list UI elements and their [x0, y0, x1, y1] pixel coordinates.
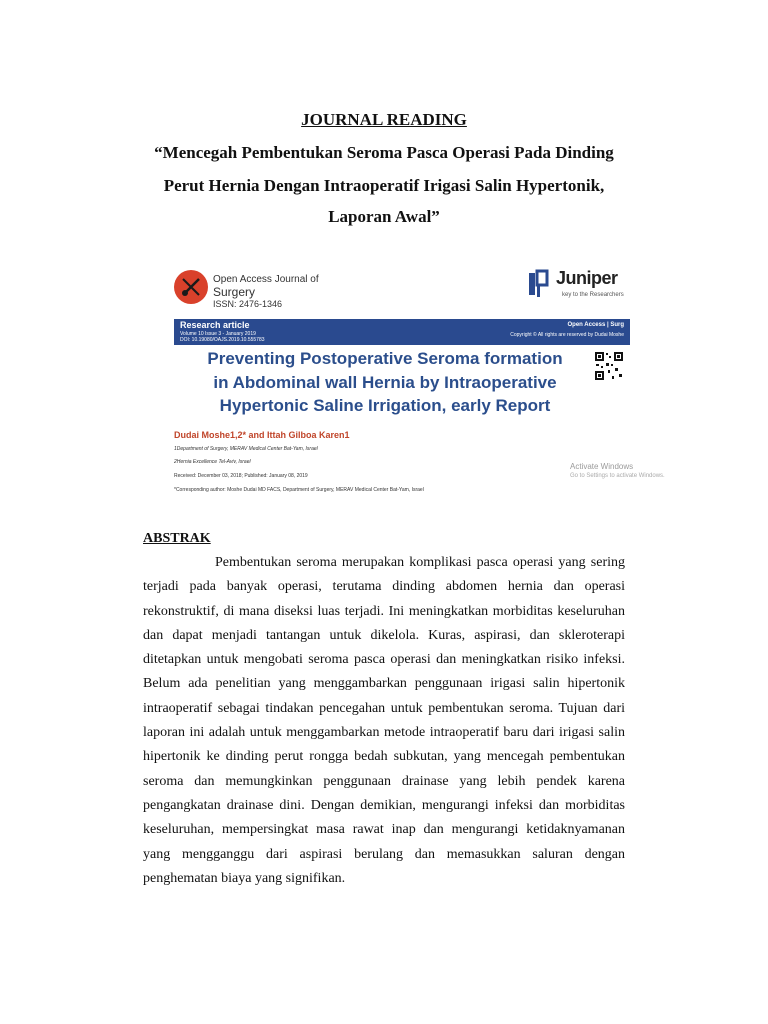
- doi-info: DOI: 10.19080/OAJS.2019.10.555783: [180, 337, 265, 343]
- qr-code-icon: [594, 351, 624, 381]
- journal-logo-icon: [174, 270, 208, 304]
- juniper-logo-icon: [527, 269, 555, 299]
- journal-name-line-1: Open Access Journal of: [213, 274, 319, 285]
- activate-windows-hint: Go to Settings to activate Windows.: [570, 473, 665, 479]
- affiliation-2: 2Hernia Excellence Tel-Aviv, Israel: [174, 459, 251, 465]
- publisher-tagline: key to the Researchers: [562, 292, 624, 298]
- article-title-line-2: in Abdominal wall Hernia by Intraoperative: [213, 373, 557, 392]
- abstract-heading: ABSTRAK: [143, 531, 211, 546]
- activate-windows-watermark: Activate Windows: [570, 462, 634, 471]
- subtitle-line-3: Laporan Awal”: [328, 207, 440, 226]
- article-title-line-3: Hypertonic Saline Irrigation, early Report: [219, 396, 551, 415]
- article-authors: Dudai Moshe1,2* and Ittah Gilboa Karen1: [174, 430, 350, 440]
- article-type: Research article: [180, 320, 250, 330]
- article-info-band: [174, 319, 630, 345]
- volume-info: Volume 10 Issue 3 - January 2019: [180, 331, 256, 337]
- journal-issn: ISSN: 2476-1346: [213, 299, 283, 309]
- journal-header-image: [170, 234, 665, 496]
- open-access-label: Open Access | Surg: [567, 322, 624, 328]
- corresponding-author: *Corresponding author: Moshe Dudai MD FACS, Department of Surgery, MERAV Medical Center Bat-Yam, Israel: [174, 487, 424, 493]
- copyright-text: Copyright © All rights are reserved by Dudai Moshe: [510, 332, 624, 338]
- received-published-dates: Received: December 03, 2018; Published: January 08, 2019: [174, 473, 308, 479]
- article-title-line-1: Preventing Postoperative Seroma formation: [207, 349, 563, 368]
- journal-reading-title: JOURNAL READING: [301, 110, 467, 129]
- abstract-paragraph: Pembentukan seroma merupakan komplikasi pasca operasi yang sering terjadi pada banyak operasi, terutama dinding abdomen hernia dan operasi rekonstruktif, di mana diseksi luas terjadi. Ini meningkatkan morbiditas keseluruhan dan dapat menjadi tantangan untuk dikelola. Kuras, aspirasi, dan skleroterapi ditetapkan untuk mengobati seroma pasca operasi dan meningkatkan risiko infeksi. Belum ada penelitian yang menggambarkan penggunaan irigasi salin hipertonik intraoperatif sebagai tindakan pencegahan untuk pembentukan seroma. Tujuan dari laporan ini adalah untuk menggambarkan metode intraoperatif baru dari irigasi salin hipertonik ke dinding perut rongga bedah subkutan, yang mencegah pembentukan seroma dan memungkinkan penggunaan drainase yang lebih pendek karena pengangkatan drainase dini. Dengan demikian, mengurangi infeksi dan morbiditas keseluruhan, mempersingkat masa rawat inap dan mengurangi ketidaknyamanan yang mengganggu dari aspirasi berulang dan memasukkan saluran dengan penghematan biaya yang signifikan.: [143, 555, 625, 886]
- journal-name-line-2: Surgery: [213, 285, 256, 299]
- subtitle-line-1: “Mencegah Pembentukan Seroma Pasca Operasi Pada Dinding: [154, 143, 614, 162]
- affiliation-1: 1Department of Surgery, MERAV Medical Center Bat-Yam, Israel: [174, 446, 318, 452]
- publisher-name: Juniper: [556, 268, 618, 288]
- subtitle-line-2: Perut Hernia Dengan Intraoperatif Irigasi Salin Hypertonik,: [163, 176, 605, 195]
